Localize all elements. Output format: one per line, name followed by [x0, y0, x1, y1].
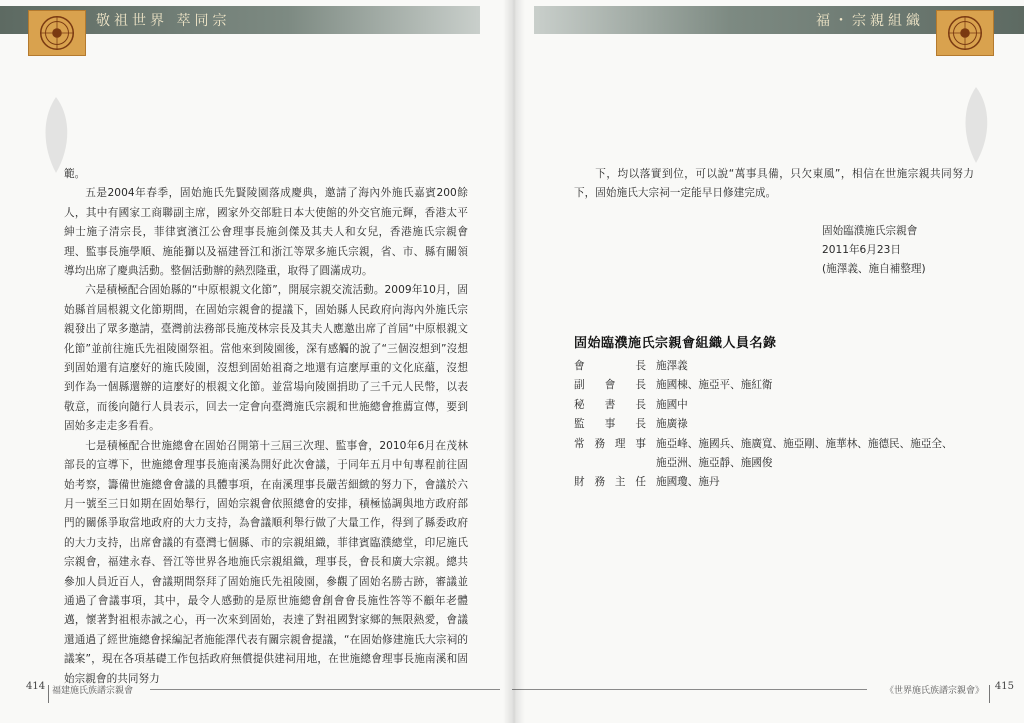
roster-row — [574, 473, 994, 492]
roster-role: 常務理事 — [574, 437, 646, 450]
left-body-text — [64, 165, 468, 689]
roster-names: 施國中 — [656, 398, 688, 411]
left-footer-text: 福建施氏族譜宗親會 — [52, 686, 134, 696]
roster-names: 施澤義 — [656, 360, 688, 372]
right-page-number: 415 — [994, 681, 1014, 692]
roster-names: 施廣祿 — [656, 418, 688, 431]
signature-editor: (施澤義、施自補整理) — [822, 263, 926, 275]
roster-list — [574, 357, 994, 493]
right-body-text — [574, 165, 974, 204]
right-footer-text: 《世界施氏族譜宗親會》 — [884, 686, 984, 696]
right-page — [512, 0, 1024, 723]
paragraph: 七是積極配合世施總會在固始召開第十三屆三次理、監事會，2010年6月在茂林部長的宣導下，世施總會理事長施南溪為開好此次會議，于同年五月中旬專程前往固始考察，籌備世施總會會議的具體事項，在南溪理事長嚴苦細緻的努力下，會議於六月一號至三日如期在固始舉行，固始宗親會依照總會的安排，積極協調與地方政府部門的關係爭取當地政府的大力支持，為會議順利舉行做了大量工作，得到了縣委政府的大力支持，出席會議的有臺灣七個縣、市的宗親組織，菲律賓臨濮總堂，印尼施氏宗親會，福建永春、晉江等世界各地施氏宗親組織，理事長，會長和廣大宗親。總共參加人員近百人，會議期間祭拜了固始施氏先祖陵園，參觀了固始名勝古跡，審議並通過了會議事項，其中，最令人感動的是原世施總會創會會長施性答等不顧年老體邁，懷著對祖根赤誠之心，再一次來到固始，表達了對祖國對家鄉的無限熱愛，會議還通過了經世施總會採編記者施能澤代表有關宗親會提議，“在固始修建施氏大宗祠的議案”，現在各項基礎工作包括政府無償提供建祠用地，在世施總會理事長施南溪和固始宗親會的共同努力 — [64, 439, 468, 685]
paragraph: 下，均以落實到位，可以說“萬事具備，只欠東風”，相信在世施宗親共同努力下，固始施氏大宗祠一定能早日修建完成。 — [574, 168, 974, 200]
footer-divider — [989, 685, 990, 703]
roster-role — [574, 454, 646, 473]
signature-org: 固始臨濮施氏宗親會 — [822, 225, 918, 237]
clan-emblem-icon — [28, 10, 86, 56]
paragraph: 範。 — [64, 168, 86, 180]
roster-role: 會 長 — [574, 360, 646, 372]
roster-names: 施國棟、施亞平、施紅衛 — [656, 379, 773, 392]
clan-emblem-icon — [936, 10, 994, 56]
roster-role: 財務主任 — [574, 476, 646, 489]
roster-names: 施亞峰、施國兵、施廣寬、施亞剛、施華林、施德民、施亞全、 — [656, 437, 953, 450]
roster-row — [574, 435, 994, 454]
feather-watermark-icon — [956, 85, 996, 165]
paragraph: 六是積極配合固始縣的“中原根親文化節”，開展宗親交流活動。2009年10月，固始縣首屆根親文化節期間，在固始宗親會的提議下，固始縣人民政府向海內外施氏宗親發出了眾多邀請，臺灣前法務部長施茂林宗長及其夫人應邀出席了首屆“中原根親文化節”並前往施氏先祖陵園祭祖。當他來到陵園後，深有感觸的說了“三個沒想到”沒想到固始還有這麼好的施氏陵園，沒想到固始祖裔之地還有這麼厚重的文化底蘊，沒想到作為一個縣還辦的這麼好的根親文化節。並當場向陵園捐助了三千元人民幣，以表敬意，而後向隨行人員表示，回去一定會向臺灣施氏宗親和世施總會推薦宣傳，要到固始多走走多看看。 — [64, 284, 468, 433]
roster-title: 固始臨濮施氏宗親會組織人員名錄 — [574, 336, 777, 351]
roster-row — [574, 396, 994, 415]
roster-row — [574, 376, 994, 395]
roster-role: 秘書長 — [574, 398, 646, 411]
footer-rule — [150, 689, 500, 690]
paragraph: 五是2004年春季，固始施氏先賢陵園落成慶典，邀請了海內外施氏嘉賓200餘人，其中有國家工商聯副主席，國家外交部駐日本大使館的外交官施元輝，香港太平紳士施子清宗長，菲律賓濱江公會理事長施剑傑及其夫人和女兒，香港施氏宗親會理、監事長施學順、施能獅以及福建晉江和浙江等眾多施氏宗親，省、市、縣有關領導均出席了慶典活動。整個活動辦的熱烈隆重，取得了圓滿成功。 — [64, 187, 468, 278]
footer-divider — [48, 685, 49, 703]
roster-names: 施國瓊、施丹 — [656, 476, 720, 489]
roster-row — [574, 415, 994, 434]
roster-role: 監事長 — [574, 418, 646, 431]
signature-date: 2011年6月23日 — [822, 244, 901, 256]
roster-row — [574, 454, 994, 473]
left-header-title: 敬祖世界 萃同宗 — [96, 13, 231, 29]
roster-names: 施亞洲、施亞靜、施國俊 — [656, 457, 773, 470]
roster-role: 副會長 — [574, 379, 646, 392]
footer-rule — [512, 689, 867, 690]
book-gutter — [503, 0, 525, 723]
roster-row — [574, 357, 994, 376]
feather-watermark-icon — [36, 95, 76, 175]
right-header-title: 福・宗親組織 — [816, 13, 924, 29]
left-page-number: 414 — [26, 681, 46, 692]
